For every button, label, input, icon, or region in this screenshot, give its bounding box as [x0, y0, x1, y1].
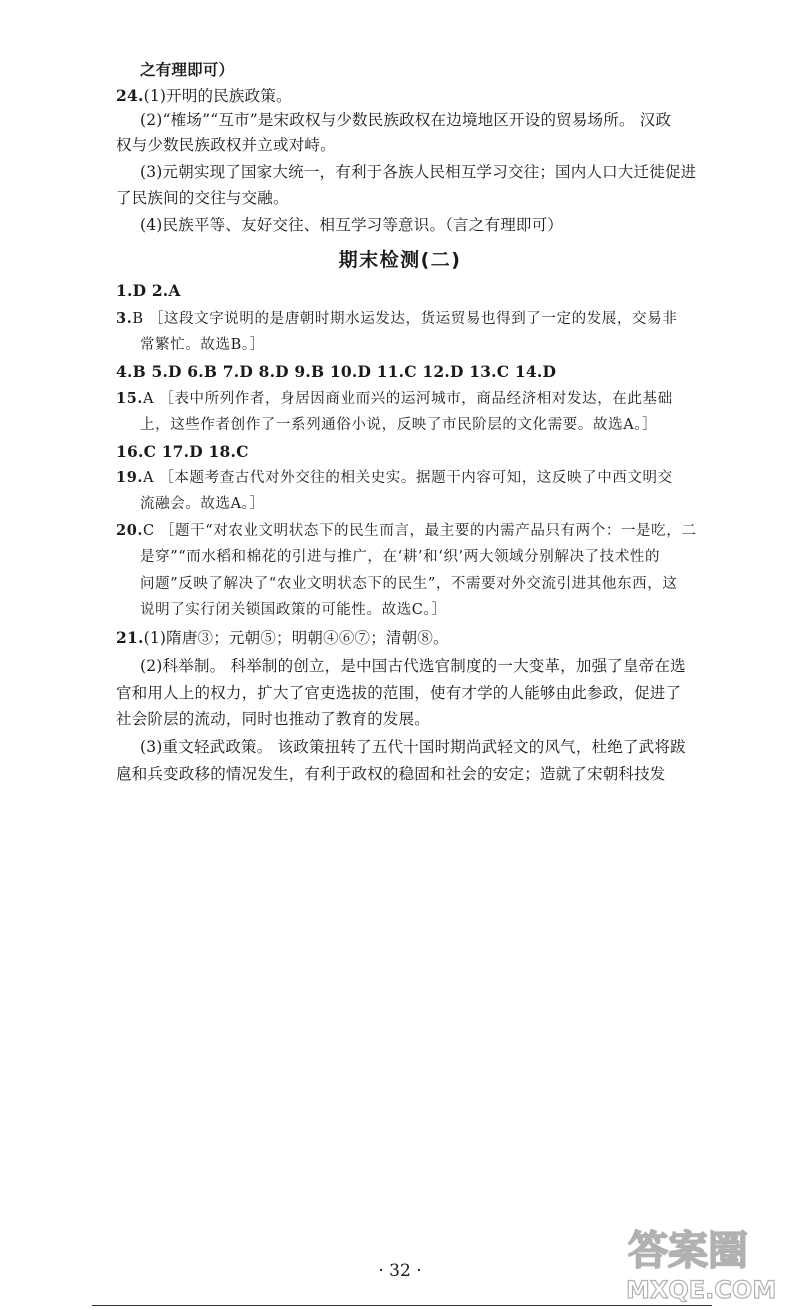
- line-text: A ［表中所列作者，身居因商业而兴的运河城市，商品经济相对发达，在此基础: [143, 391, 673, 407]
- answer-line: [140, 574, 677, 594]
- text-line: [116, 188, 289, 208]
- text-line: [116, 86, 292, 106]
- answer-line: [140, 335, 265, 355]
- question-number: 24.: [116, 86, 144, 105]
- question-number: 3.: [116, 310, 133, 327]
- question-number: 15.: [116, 390, 144, 407]
- watermark-bottom: MXQE.COM: [626, 1276, 777, 1304]
- answer-line: [140, 547, 660, 567]
- answer-line: [116, 362, 556, 382]
- question-number: 20.: [116, 522, 144, 539]
- text-line: [116, 135, 336, 155]
- question-number: 21.: [116, 628, 144, 647]
- line-text: 权与少数民族政权并立或对峙。: [116, 136, 336, 154]
- line-text: B ［这段文字说明的是唐朝时期水运发达，货运贸易也得到了一定的发展，交易非: [132, 311, 678, 327]
- line-text: 流融会。故选A。］: [140, 496, 265, 512]
- text-line: [140, 60, 234, 80]
- text-line: [140, 215, 563, 235]
- line-text: 了民族间的交往与交融。: [116, 189, 289, 207]
- section-title: 期末检测(二): [338, 249, 462, 271]
- answer-line: [116, 442, 249, 462]
- footer-rule: [92, 1305, 712, 1306]
- line-text: 扈和兵变政移的情况发生，有利于政权的稳固和社会的安定；造就了宋朝科技发: [116, 765, 666, 783]
- line-text: 是穿”“而水稻和棉花的引进与推广，在‘耕’和‘织’两大领域分别解决了技术性的: [140, 549, 661, 565]
- line-text: 1.D 2.A: [116, 281, 181, 300]
- watermark-top: 答案圈: [628, 1228, 748, 1274]
- answer-line: [140, 415, 657, 435]
- line-text: 16.C 17.D 18.C: [116, 442, 249, 461]
- text-line: [140, 162, 696, 182]
- line-text: 之有理即可）: [140, 60, 235, 79]
- line-text: A ［本题考查古代对外交往的相关史实。据题干内容可知，这反映了中西文明交: [143, 470, 673, 486]
- answer-line: [116, 521, 696, 541]
- answer-line: [140, 600, 446, 620]
- answer-line: [116, 764, 666, 784]
- line-text: 说明了实行闭关锁国政策的可能性。故选C。］: [140, 602, 447, 618]
- answer-line: [116, 281, 181, 301]
- line-text: (2)“榷场”“互市”是宋政权与少数民族政权在边境地区开设的贸易场所。 汉政: [140, 111, 672, 129]
- line-text: (3)元朝实现了国家大统一，有利于各族人民相互学习交往；国内人口大迁徙促进: [140, 163, 697, 181]
- line-text: (4)民族平等、友好交往、相互学习等意识。（言之有理即可）: [140, 216, 564, 234]
- line-text: 官和用人上的权力，扩大了官吏选拔的范围，使有才学的人能够由此参政，促进了: [116, 684, 682, 702]
- line-text: (2)科举制。 科举制的创立，是中国古代选官制度的一大变革，加强了皇帝在选: [140, 657, 686, 675]
- line-text: (3)重文轻武政策。 该政策扭转了五代十国时期尚武轻文的风气，杜绝了武将跋: [140, 738, 686, 756]
- line-text: 常繁忙。故选B。］: [140, 337, 265, 353]
- line-text: 问题”反映了解决了“农业文明状态下的民生”，不需要对外交流引进其他东西，这: [140, 576, 678, 592]
- line-text: 社会阶层的流动，同时也推动了教育的发展。: [116, 710, 431, 728]
- line-text: 上，这些作者创作了一系列通俗小说，反映了市民阶层的文化需要。故选A。］: [140, 417, 658, 433]
- answer-line: [116, 709, 430, 729]
- answer-line: [116, 309, 677, 329]
- line-text: 4.B 5.D 6.B 7.D 8.D 9.B 10.D 11.C 12.D 13.C 14.D: [116, 362, 557, 381]
- line-text: (1)隋唐③；元朝⑤；明朝④⑥⑦；清朝⑧。: [143, 629, 449, 647]
- watermark-logo: [622, 1220, 792, 1304]
- text-line: [140, 110, 671, 130]
- answer-line: [116, 389, 673, 409]
- page-number: · 32 ·: [378, 1261, 422, 1281]
- answer-line: [116, 468, 673, 488]
- answer-line: [116, 683, 681, 703]
- answer-line: [140, 494, 265, 514]
- question-number: 19.: [116, 469, 144, 486]
- line-text: C ［题干“对农业文明状态下的民生而言，最主要的内需产品只有两个：一是吃，二: [143, 523, 697, 539]
- answer-line: [140, 737, 686, 757]
- line-text: (1)开明的民族政策。: [143, 87, 292, 105]
- answer-line: [116, 628, 449, 648]
- answer-line: [140, 656, 686, 676]
